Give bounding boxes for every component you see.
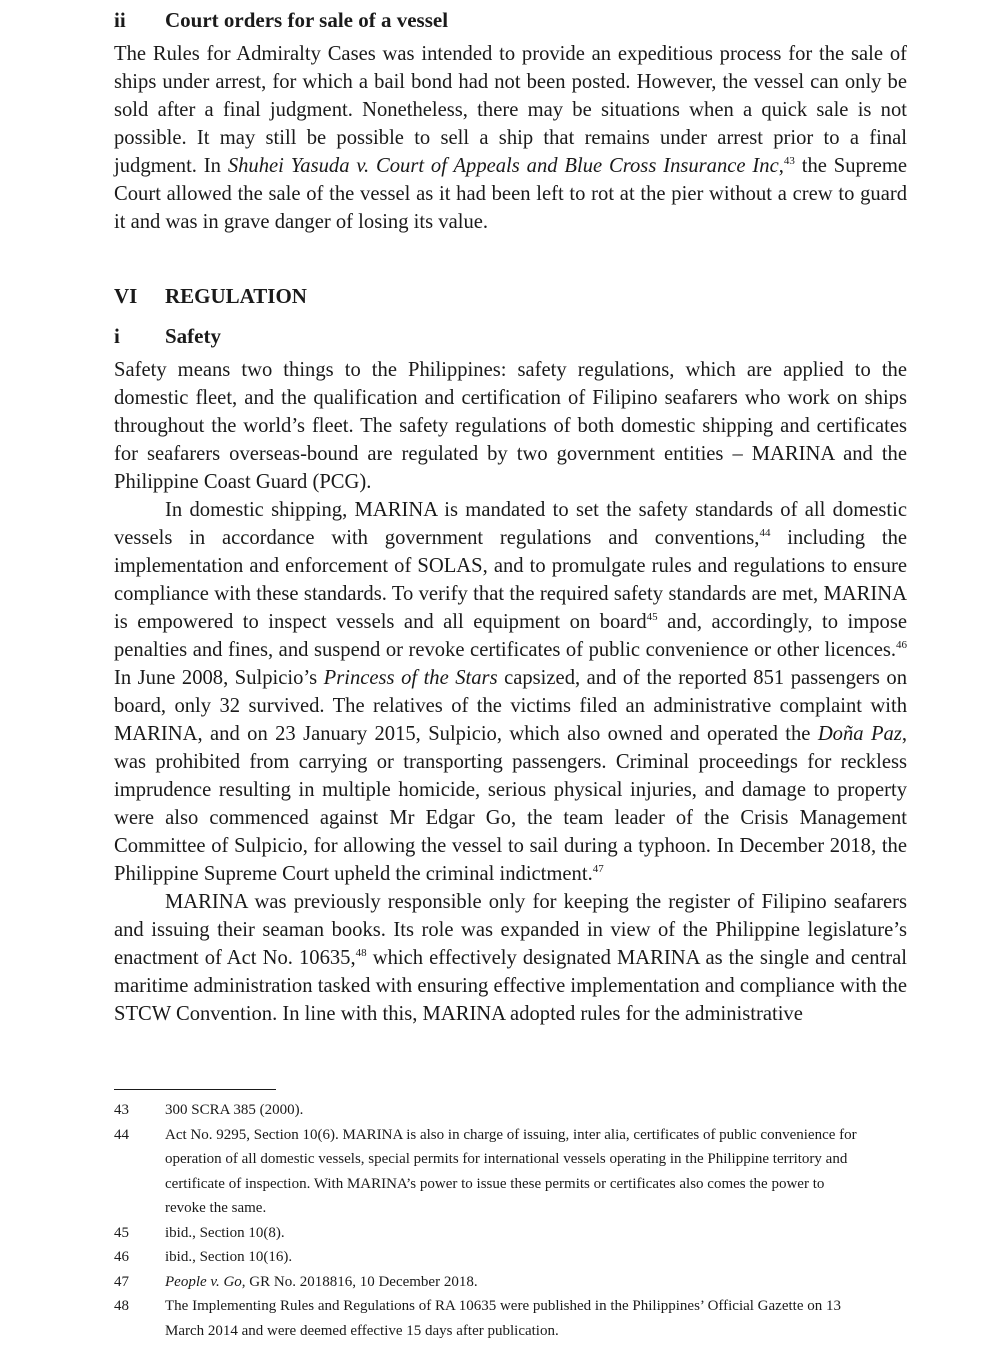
ship-name: Doña Paz: [817, 723, 902, 745]
section-heading-regulation: [114, 282, 907, 310]
footnote-ref-47[interactable]: 47: [592, 863, 604, 876]
footnote-number: 45: [114, 1224, 129, 1241]
footnote-number: 43: [114, 1102, 129, 1118]
footnote-number: 44: [114, 1126, 129, 1143]
footnote-48: [114, 1294, 907, 1343]
footnote-text: ibid., Section 10(16).: [165, 1249, 293, 1265]
paragraph-marina-role: MARINA was previously responsible only for keeping the register of Filipino seafarers and issuing their seaman books. Its role was expanded in view of the Philippine legislature’s enactment of Act No. 10635,48 which effectively designated MARINA as the single and central maritime administration tasked with ensuring effective implementation and compliance with the STCW Convention. In line with this, MARINA adopted rules for the administrative: [114, 891, 907, 1025]
footnote-number: 47: [114, 1273, 129, 1290]
footnote-46: [114, 1245, 907, 1270]
footnote-47: [114, 1270, 907, 1295]
section-number: ii: [114, 8, 126, 32]
section-number: i: [114, 324, 120, 348]
document-page: [114, 0, 908, 1339]
section-heading-court-orders: [114, 6, 907, 34]
footnote-text: People v. Go, GR No. 2018816, 10 December 2018.: [165, 1273, 478, 1290]
footnote-44: [114, 1123, 907, 1221]
footnotes: [114, 1098, 907, 1343]
footnote-43: [114, 1098, 907, 1123]
section-number: VI: [114, 284, 138, 308]
footnote-number: 46: [114, 1249, 129, 1265]
footnote-text: 300 SCRA 385 (2000).: [165, 1102, 304, 1118]
paragraph-domestic-shipping: In domestic shipping, MARINA is mandated to set the safety standards of all domestic vessels in accordance with government regulations and conventions,$^{44}$ including the implementation and enforcement of SOLAS, and to promulgate rules and regulations to ensure compliance with these standards. To verify that the required safety standards are met, MARINA is empowered to inspect vessels and all equipment on board$^{45}$ and, accordingly, to impose penalties and fines, and suspend or revoke certificates of public convenience or other licences.$^{46}$ In June 2008, Sulpicio’s Princess of the Stars capsized, and of the reported 851 passengers on board, only 32 survived. The relatives of the victims filed an administrative complaint with MARINA, and on 23 January 2015, Sulpicio, which also owned and operated the Doña Paz, was prohibited from carrying or transporting passengers. Criminal proceedings for reckless imprudence resulting in multiple homicide, serious physical injuries, and damage to property were also commenced against Mr Edgar Go, the team leader of the Crisis Management Committee of Sulpicio, for allowing the vessel to sail during a typhoon. In December 2018, the Philippine Supreme Court upheld the criminal indictment.$^{47}$: [114, 499, 908, 885]
footnote-ref-46[interactable]: 46: [896, 639, 907, 652]
case-citation: Shuhei Yasuda v. Court of Appeals and Blue Cross Insurance Inc: [227, 155, 779, 177]
footnote-text: Act No. 9295, Section 10(6). MARINA is also in charge of issuing, inter alia, certificates of public convenience for operation of all domestic vessels, special permits for international vessels operating in the Philippine territory and certificate of inspection. With MARINA’s power to issue these permits or certificates also comes the power to revoke the same.: [165, 1126, 857, 1216]
footnote-ref-45[interactable]: 45: [646, 611, 658, 624]
paragraph-court-orders: The Rules for Admiralty Cases was intended to provide an expeditious process for the sale of ships under arrest, for which a bail bond had not been posted. However, the vessel can only be sold after a final judgment. Nonetheless, there may be situations when a quick sale is not possible. It may still be possible to sell a ship that remains under arrest prior to a final judgment. In Shuhei Yasuda v. Court of Appeals and Blue Cross Insurance Inc,$^{43}$ the Supreme Court allowed the sale of the vessel as it had been left to rot at the pier without a crew to guard it and was in grave danger of losing its value.: [114, 43, 907, 233]
section-title: Court orders for sale of a vessel: [165, 8, 449, 32]
section-title: Safety: [165, 324, 221, 348]
footnote-number: 48: [114, 1298, 129, 1314]
ship-name: Princess of the Stars: [323, 667, 498, 689]
footnote-text: ibid., Section 10(8).: [165, 1224, 285, 1241]
footnote-ref-44[interactable]: 44: [759, 527, 771, 540]
footnote-text: The Implementing Rules and Regulations of RA 10635 were published in the Philippines’ Official Gazette on 13 March 2014 and were deemed effective 15 days after publication.: [165, 1298, 841, 1339]
case-citation: People v. Go: [165, 1273, 242, 1290]
section-heading-safety: [114, 322, 907, 350]
section-title: REGULATION: [165, 284, 307, 308]
footnote-ref-48[interactable]: 48: [355, 947, 367, 960]
paragraph-safety-intro: Safety means two things to the Philippines: safety regulations, which are applied to the domestic fleet, and the qualification and certification of Filipino seafarers who work on ships throughout the world’s fleet. The safety regulations of both domestic shipping and certificates for seafarers overseas-bound are regulated by two government entities – MARINA and the Philippine Coast Guard (PCG).: [114, 359, 907, 493]
footnote-45: [114, 1221, 907, 1246]
footnote-ref-43[interactable]: 43: [783, 155, 795, 168]
footnote-divider: [114, 1089, 276, 1090]
